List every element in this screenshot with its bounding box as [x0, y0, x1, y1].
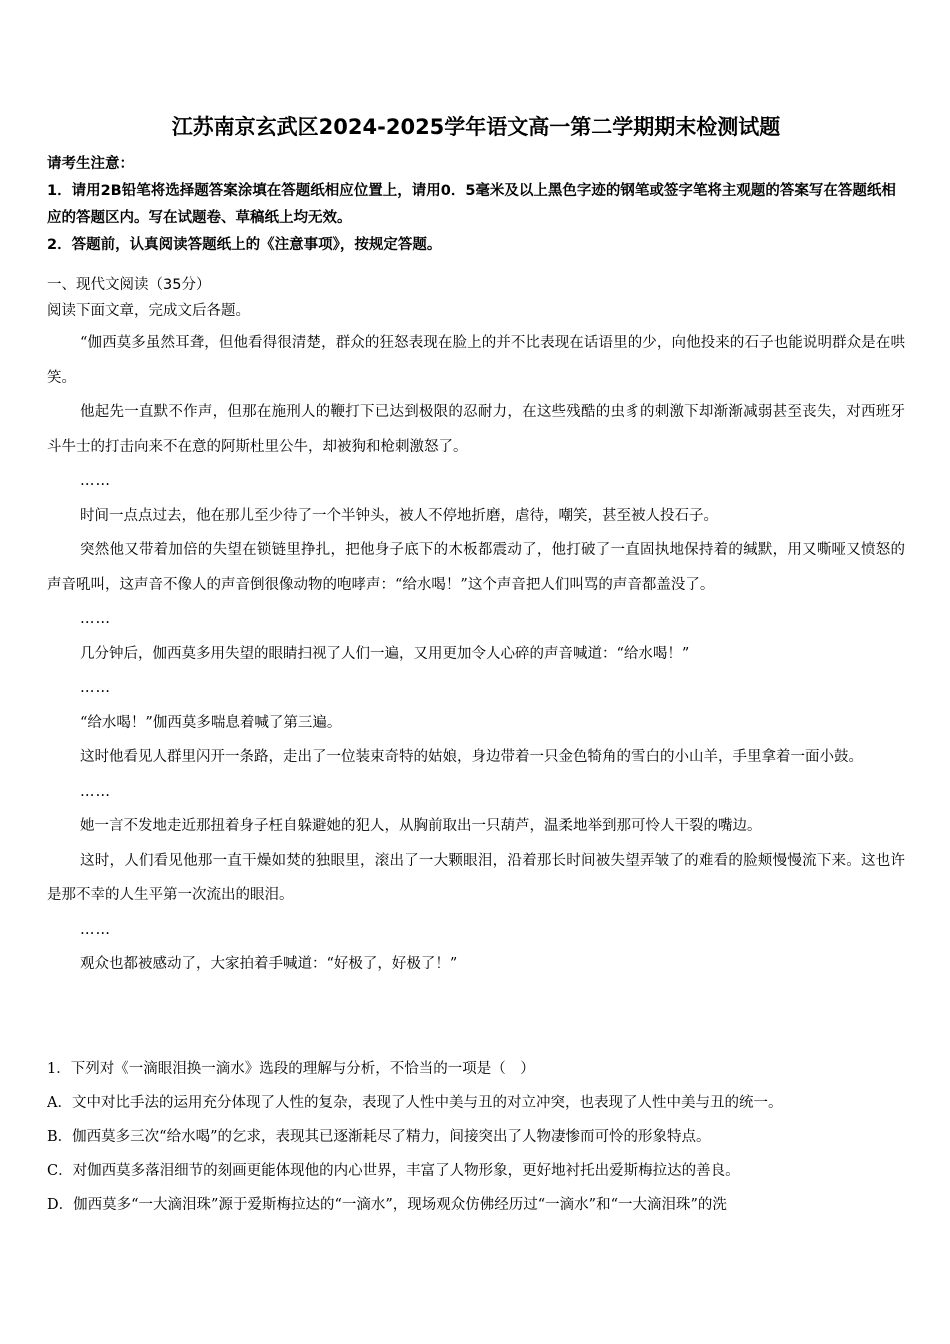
notice-item: 1．请用2B铅笔将选择题答案涂填在答题纸相应位置上，请用0．5毫米及以上黑色字迹的钢笔或签字笔将主观题的答案写在答题纸相应的答题区内。写在试题卷、草稿纸上均无效。	[47, 183, 896, 226]
passage-paragraph: 他起先一直默不作声，但那在施刑人的鞭打下已达到极限的忍耐力，在这些残酷的虫豸的刺激下却渐渐减弱甚至丧失，对西班牙斗牛士的打击向来不在意的阿斯杜里公牛，却被狗和枪刺激怒了。	[47, 404, 905, 455]
passage-paragraph: 时间一点点过去，他在那儿至少待了一个半钟头，被人不停地折磨，虐待，嘲笑，甚至被人投石子。	[80, 507, 718, 524]
notice-heading: 请考生注意：	[47, 156, 134, 172]
passage-paragraph: “伽西莫多虽然耳聋，但他看得很清楚，群众的狂怒表现在脸上的并不比表现在话语里的少，向他投来的石子也能说明群众是在哄笑。	[47, 335, 905, 386]
passage-paragraph: 观众也都被感动了，大家拍着手喊道：“好极了，好极了！”	[80, 956, 458, 972]
question-stem: 1．下列对《一滴眼泪换一滴水》选段的理解与分析，不恰当的一项是（ ）	[47, 1061, 535, 1077]
option-d: D．伽西莫多“一大滴泪珠”源于爱斯梅拉达的“一滴水”，现场观众仿佛经历过“一滴水”和“一大滴泪珠”的洗	[47, 1197, 727, 1213]
passage-ellipsis: ……	[80, 783, 111, 800]
question-1	[47, 1052, 905, 1222]
section-heading: 一、现代文阅读（35分）	[47, 277, 211, 293]
passage-paragraph: 几分钟后，伽西莫多用失望的眼睛扫视了人们一遍，又用更加令人心碎的声音喊道：“给水喝！”	[80, 645, 690, 662]
passage-ellipsis: ……	[80, 611, 111, 627]
passage-paragraph: 这时他看见人群里闪开一条路，走出了一位装束奇特的姑娘，身边带着一只金色犄角的雪白的小山羊，手里拿着一面小鼓。	[80, 749, 863, 765]
passage-ellipsis: ……	[80, 680, 111, 696]
option-c: C．对伽西莫多落泪细节的刻画更能体现他的内心世界，丰富了人物形象，更好地衬托出爱斯梅拉达的善良。	[47, 1163, 740, 1179]
passage-paragraph: 突然他又带着加倍的失望在锁链里挣扎，把他身子底下的木板都震动了，他打破了一直固执地保持着的缄默，用又嘶哑又愤怒的声音吼叫，这声音不像人的声音倒很像动物的咆哮声：“给水喝！”这个声音把人们叫骂的声音都盖没了。	[47, 542, 905, 593]
option-a: A．文中对比手法的运用充分体现了人性的复杂，表现了人性中美与丑的对立冲突，也表现了人性中美与丑的统一。	[47, 1095, 783, 1111]
passage-paragraph: 她一言不发地走近那扭着身子枉自躲避她的犯人，从胸前取出一只葫芦，温柔地举到那可怜人干裂的嘴边。	[80, 818, 762, 834]
option-b: B．伽西莫多三次“给水喝”的乞求，表现其已逐渐耗尽了精力，间接突出了人物凄惨而可怜的形象特点。	[47, 1129, 711, 1145]
passage-ellipsis: ……	[80, 921, 111, 938]
section-instruction: 阅读下面文章，完成文后各题。	[47, 303, 250, 319]
reading-passage	[47, 326, 905, 982]
passage-paragraph: 这时，人们看见他那一直干燥如焚的独眼里，滚出了一大颗眼泪，沿着那长时间被失望弄皱了的难看的脸颊慢慢流下来。这也许是那不幸的人生平第一次流出的眼泪。	[47, 852, 905, 903]
passage-paragraph: “给水喝！”伽西莫多喘息着喊了第三遍。	[80, 714, 342, 731]
notice-item: 2．答题前，认真阅读答题纸上的《注意事项》，按规定答题。	[47, 237, 442, 253]
passage-ellipsis: ……	[80, 473, 111, 489]
exam-title: 江苏南京玄武区2024-2025学年语文高一第二学期期末检测试题	[171, 115, 781, 139]
candidate-notice	[47, 151, 905, 259]
